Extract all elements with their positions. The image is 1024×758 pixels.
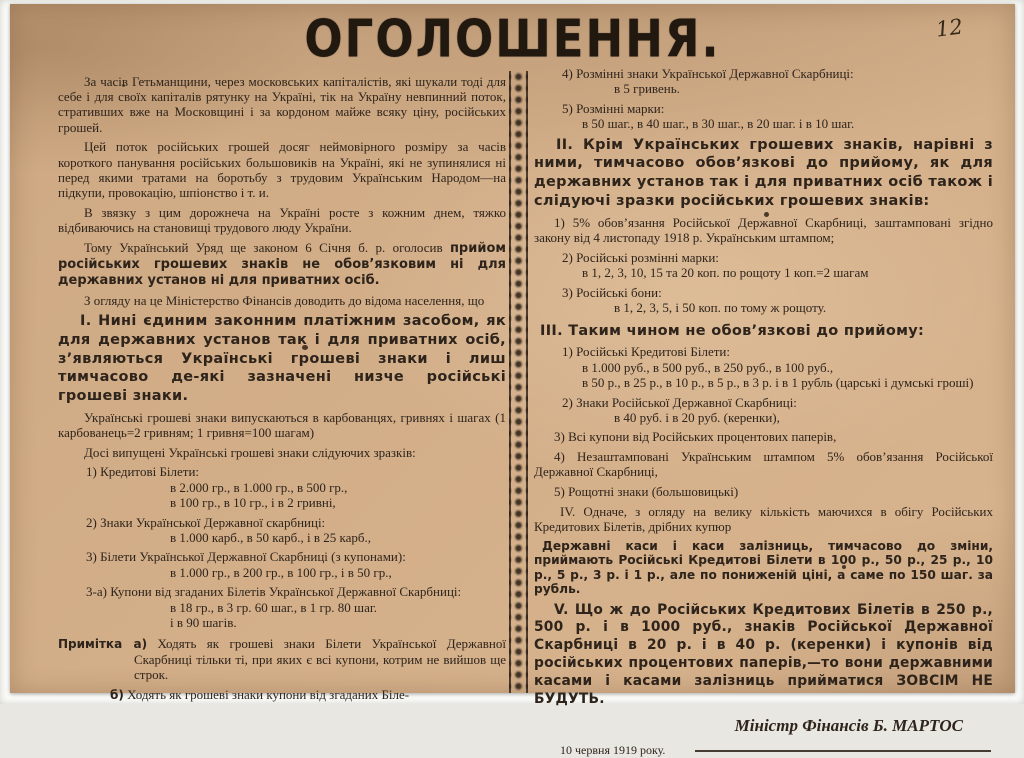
- list-item-head: Російські розмінні марки:: [576, 249, 719, 265]
- list-item-label: 3): [86, 549, 97, 565]
- note-b-label: б): [110, 688, 124, 703]
- paragraph-section-2: ІІ. Крім Українських грошевих знаків, нарівні з ними, тимчасово обов’язкові до прийому, як для державних установ так і для приватних осіб також і слідуючі зразки російських грошевих знаків:: [534, 136, 993, 209]
- note-b: [58, 687, 506, 703]
- list-item-label: 2): [562, 249, 573, 265]
- denomination-line: в 40 руб. і в 20 руб. (керенки),: [614, 409, 780, 425]
- poster-paper: [10, 4, 1015, 757]
- right-column: [534, 66, 993, 758]
- list-item-bilety-kupony: [58, 549, 506, 579]
- list-item-label: 1): [562, 344, 573, 360]
- list-item-label: 3-а): [86, 584, 107, 600]
- list-item-label: 2): [562, 394, 573, 410]
- printer-rule: [695, 750, 991, 758]
- list-item-znaky-skarbnytsi: [58, 515, 506, 545]
- sub-item-roshchotni: 5) Рощотні знаки (большовицькі): [554, 484, 739, 500]
- paragraph-dorozhnecha: В звязку з цим дорожнеча на Україні росте з кожним днем, тяжко відбиваючись на становищі трудового люду України.: [58, 204, 506, 235]
- list-item-label: 1): [86, 464, 97, 480]
- list-item-head: Купони від згаданих Білетів Української Державної Скарбниці:: [110, 584, 462, 600]
- denomination-line: в 50 шаг., в 40 шаг., в 30 шаг., в 20 шаг. і в 10 шаг.: [582, 116, 855, 132]
- denomination-line: в 100 гр., в 10 гр., і в 2 гривні,: [170, 494, 336, 510]
- list-item-rosiyski-kredytovi: [534, 344, 993, 390]
- list-item-head: Російські Кредитові Білети:: [576, 344, 730, 360]
- note-a: [58, 636, 506, 683]
- left-column: [58, 74, 506, 703]
- denomination-line: в 1, 2, 3, 10, 15 та 20 коп. по рощоту 1 коп.=2 шагам: [582, 264, 869, 280]
- paragraph-ministerstvo: З огляду на це Міністерство Фінансів доводить до відома населення, що: [84, 292, 485, 308]
- list-item-head: Кредитові Білети:: [100, 464, 200, 480]
- paragraph-uryad-law: [58, 240, 506, 289]
- note-a-label: Примітка а): [58, 636, 148, 651]
- document-date: 10 червня 1919 року.: [560, 742, 666, 757]
- sub-item-rosiyski-marky: [534, 250, 993, 280]
- paragraph-vypushcheni: Досі випущені Українські грошеві знаки слідуючих зразків:: [84, 444, 416, 460]
- denomination-line: в 2.000 гр., в 1.000 гр., в 500 гр.,: [170, 479, 348, 495]
- denomination-line: в 1, 2, 3, 5, і 50 коп. по тому ж рощоту.: [614, 299, 827, 315]
- document-title: ОГОЛОШЕННЯ.: [304, 8, 721, 69]
- list-item-head: Розмінні марки:: [576, 100, 665, 116]
- list-item-head: Знаки Української Державної скарбниці:: [100, 514, 326, 530]
- denomination-line: в 1.000 гр., в 200 гр., в 100 гр., і в 50 гр.,: [170, 564, 392, 580]
- sub-item-kupony: 3) Всі купони від Російських процентових паперів,: [554, 429, 837, 445]
- note-a-text: Ходять як грошеві знаки Білети Української Державної Скарбниці тільки ті, при яких є всі купони, котрим не вийшов ще строк.: [134, 635, 506, 683]
- column-divider-ornament: [509, 71, 528, 693]
- list-item-kredytovi-bilety: [58, 464, 506, 510]
- paragraph-hetmanshchyna: За часів Гетьманщини, через московських капіталістів, які шукали тоді для себе і для своїх капіталів рятунку на Україні, тік на Україну невпинний поток, стративших вже на Московщині і за кордоном майже всяку ціну, російських грошей.: [58, 74, 506, 135]
- denomination-line: в 1.000 руб., в 500 руб., в 250 руб., в 100 руб.,: [582, 359, 834, 375]
- list-item-rozminni-marky: [534, 101, 993, 131]
- paragraph-uryad-bold: прийом російських грошевих знаків не обов’язковим ні для державних установ ні для приватних осіб.: [58, 240, 506, 288]
- list-item-label: 3): [562, 284, 573, 300]
- denomination-line: в 50 р., в 25 р., в 10 р., в 5 р., в 3 р. і в 1 рубль (царські і думські гроші): [582, 374, 974, 390]
- paragraph-section-4: ІV. Одначе, з огляду на велику кількість маючихся в обігу Російських Кредитових Білетів, дрібних купюр: [534, 503, 993, 534]
- denomination-line: в 5 гривень.: [614, 81, 680, 97]
- denomination-line: в 1.000 карб., в 50 карб., і в 25 карб.,: [170, 529, 372, 545]
- list-item-head: Російські бони:: [576, 284, 662, 300]
- footer-row: [534, 743, 993, 758]
- paragraph-karbovantsi: Українські грошеві знаки випускаються в карбованцях, гривнях і шагах (1 карбованець=2 гривням; 1 гривня=100 шагам): [58, 409, 506, 441]
- paragraph-uryad-lead: Тому Український Уряд ще законом 6 Січня б. р. оголосив: [84, 239, 450, 255]
- paragraph-derzhavni-kasy: Державні каси і каси залізниць, тимчасово до зміни, приймають Російські Кредитові Білети в 100 р., 50 р., 25 р., 10 р., 5 р., 3 р. і 1 р., але по пониженій ціні, а саме по 150 шаг. за рубль.: [534, 538, 993, 597]
- list-item-head: Розмінні знаки Української Державної Скарбниці:: [576, 66, 854, 81]
- list-item-rozminni-znaky: [534, 66, 993, 96]
- handwritten-page-number: 12: [934, 14, 965, 42]
- paragraph-section-1: І. Нині єдиним законним платіжним засобом, як для державних установ так і для приватних осіб, з’являються Українські грошеві знаки і лиш тимчасово де-які зазначені низче російські грошеві знаки.: [58, 313, 506, 404]
- denomination-line: в 18 гр., в 3 гр. 60 шаг., в 1 гр. 80 шаг.: [170, 599, 377, 615]
- signature-minister: Міністр Фінансів Б. МАРТОС: [734, 716, 963, 736]
- list-item-kupony-vid-biletiv: [58, 584, 506, 630]
- list-item-label: 5): [562, 100, 573, 116]
- paragraph-potok: Цей поток російських грошей досяг неймовірного розміру за часів короткого панування російських большовиків на Україні, які не зупинялися ні перед якими тратами на боротьбу з трудовим Українським Народом—на підкупи, провокацію, шпіонство і т. и.: [58, 139, 506, 200]
- list-item-znaky-rosiyskoi: [534, 395, 993, 425]
- paragraph-section-3: ІІІ. Таким чином не обов’язкові до прийому:: [540, 322, 925, 339]
- note-b-text: Ходять як грошеві знаки купони від згаданих Біле-: [127, 687, 410, 703]
- list-item-label: 2): [86, 514, 97, 530]
- paragraph-section-5: V. Що ж до Російських Кредитових Білетів в 250 р., 500 р. і в 1000 руб., знаків Російської Державної Скарбниці в 20 р. і в 40 р. (керенки) і купонів від російських процентових паперів,—то вони державними касами і касами залізниць прийматися ЗОВСІМ НЕ БУДУТЬ.: [534, 601, 993, 707]
- list-item-head: Знаки Російської Державної Скарбниці:: [576, 394, 797, 410]
- list-item-head: Білети Української Державної Скарбниці (з купонами):: [100, 549, 406, 565]
- sub-item-obovyazannya: 1) 5% обов’язання Російської Державної Скарбниці, заштамповані згідно закону від 4 листопаду 1918 р. Українським штампом;: [534, 214, 993, 245]
- sub-item-rosiyski-bony: [534, 285, 993, 315]
- list-item-label: 4): [562, 66, 573, 81]
- denomination-line: і в 90 шагів.: [170, 614, 237, 630]
- sub-item-nezashtampovani: 4) Незаштамповані Українським штампом 5% обов’язання Російської Державної Скарбниці,: [534, 449, 993, 480]
